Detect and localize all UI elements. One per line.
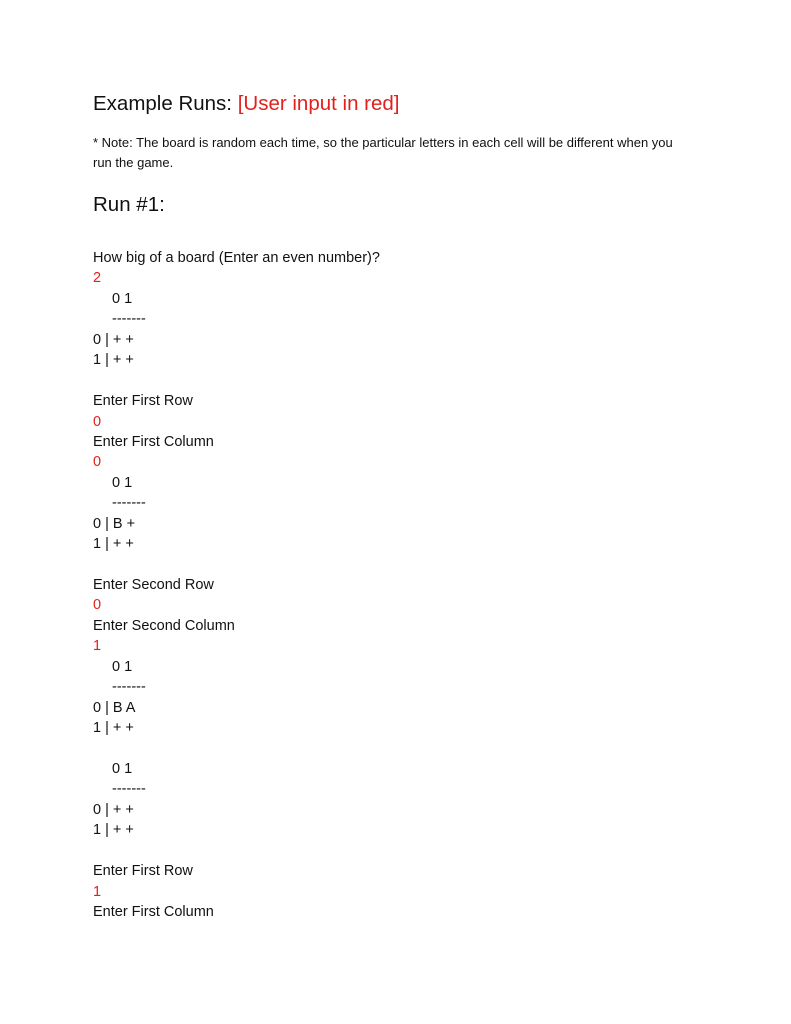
console-line-input: 1 <box>93 883 102 900</box>
console-transcript <box>93 248 380 922</box>
console-line-prompt: Enter Second Column <box>93 617 235 634</box>
console-line-board-header: ------- <box>112 679 146 696</box>
console-line-board-row: 0 | B + <box>93 515 136 532</box>
console-line-prompt: Enter Second Row <box>93 577 214 593</box>
heading-highlight: [User input in red] <box>237 92 400 115</box>
console-line-board-header: 0 1 <box>112 474 133 491</box>
console-line-board-row: 1 | + + <box>93 720 134 737</box>
console-line-blank <box>93 371 380 391</box>
console-line-input: 1 <box>93 638 102 655</box>
console-line-board-header: 0 1 <box>112 760 133 777</box>
console-line-board-header: ------- <box>112 495 146 512</box>
console-line-board-header: ------- <box>112 311 146 328</box>
console-line-blank <box>93 841 380 861</box>
console-line-prompt: Enter First Column <box>93 433 214 450</box>
console-line-input: 2 <box>93 270 102 287</box>
console-line-board-row: 0 | B A <box>93 699 136 716</box>
console-line-prompt: Enter First Column <box>93 904 214 920</box>
run-title: Run #1: <box>93 193 165 216</box>
console-line-board-header: 0 1 <box>112 290 133 307</box>
console-line-prompt: How big of a board (Enter an even number)? <box>93 250 380 266</box>
console-line-board-row: 1 | + + <box>93 352 134 369</box>
console-line-prompt: Enter First Row <box>93 393 193 410</box>
console-line-input: 0 <box>93 454 102 471</box>
console-line-input: 0 <box>93 597 102 614</box>
console-line-board-row: 1 | + + <box>93 536 134 553</box>
console-line-prompt: Enter First Row <box>93 863 193 880</box>
page-heading <box>93 92 400 116</box>
console-line-blank <box>93 739 380 759</box>
console-line-board-header: 0 1 <box>112 658 133 675</box>
note-paragraph: * Note: The board is random each time, so the particular letters in each cell will be different when you run the game. <box>93 135 673 170</box>
console-line-board-header: ------- <box>112 781 146 798</box>
console-line-board-row: 0 | + + <box>93 331 134 348</box>
console-line-board-row: 0 | + + <box>93 801 134 818</box>
heading-text: Example Runs: <box>93 92 238 115</box>
console-line-board-row: 1 | + + <box>93 822 134 839</box>
console-line-input: 0 <box>93 413 102 430</box>
console-line-blank <box>93 555 380 575</box>
